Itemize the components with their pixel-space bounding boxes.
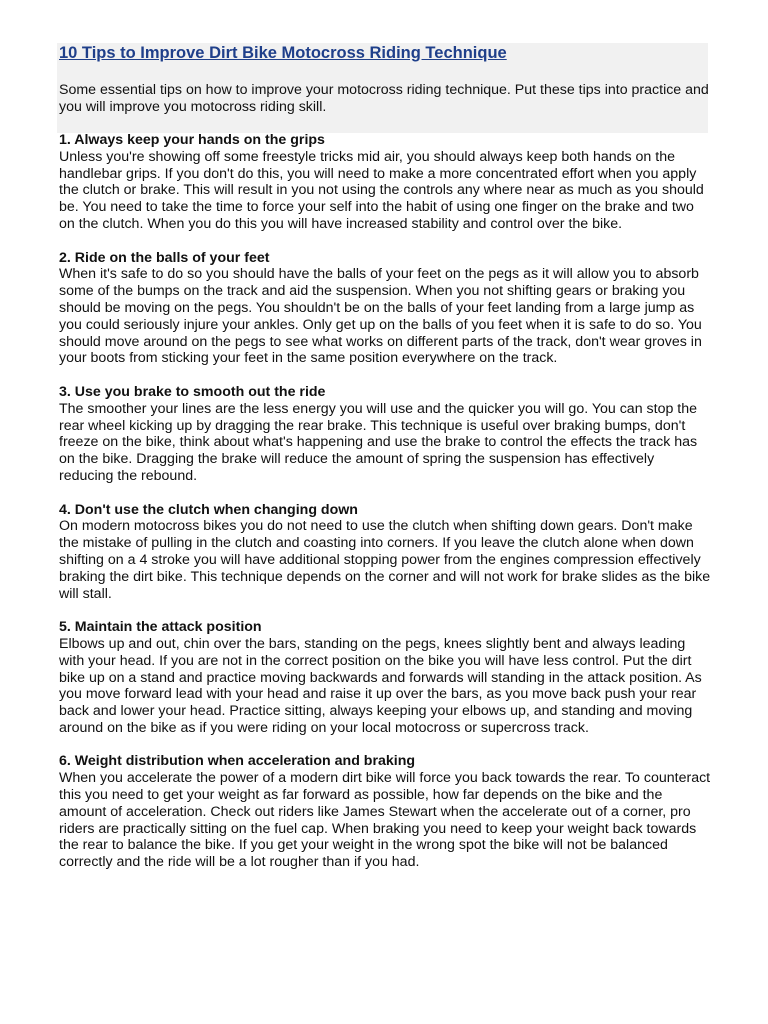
tips-list xyxy=(59,132,711,888)
tip-heading: 4. Don't use the clutch when changing down xyxy=(59,501,358,518)
document-title: 10 Tips to Improve Dirt Bike Motocross Riding Technique xyxy=(59,44,507,62)
tip-heading: 2. Ride on the balls of your feet xyxy=(59,249,270,266)
tip-5 xyxy=(59,619,711,737)
tip-2 xyxy=(59,250,711,368)
tip-6 xyxy=(59,753,711,871)
tip-body: When it's safe to do so you should have the balls of your feet on the pegs as it will allow you to absorb some of the bumps on the track and aid the suspension. When you not shifting gears or braking you should be moving on the pegs. You shouldn't be on the balls of your feet landing from a large jump as you could seriously injure your ankles. Only get up on the balls of you feet when it is safe to do so. You should move around on the pegs to see what works on different parts of the track, don't wear groves in your boots from sticking your feet in the same position everywhere on the track. xyxy=(59,266,702,367)
tip-heading: 1. Always keep your hands on the grips xyxy=(59,132,325,148)
tip-heading: 3. Use you brake to smooth out the ride xyxy=(59,383,326,400)
tip-3 xyxy=(59,384,711,485)
tip-body: The smoother your lines are the less energy you will use and the quicker you will go. You can stop the rear wheel kicking up by dragging the rear brake. This technique is useful over braking bumps, don't freeze on the bike, think about what's happening and use the brake to control the effects the track has on the bike. Dragging the brake will reduce the amount of spring the suspension has effectively reducing the rebound. xyxy=(59,400,698,484)
tip-4 xyxy=(59,502,711,603)
tip-body: When you accelerate the power of a modern dirt bike will force you back towards the rear. To counteract this you need to get your weight as far forward as possible, how far depends on the bike and the amount of acceleration. Check out riders like James Stewart when the accelerate out of a corner, pro riders are practically sitting on the fuel cap. When braking you need to keep your weight back towards the rear to balance the bike. If you get your weight in the wrong spot the bike will not be balanced correctly and the ride will be a lot rougher than if you had. xyxy=(59,770,711,871)
tip-body: Elbows up and out, chin over the bars, standing on the pegs, knees slightly bent and always leading with your head. If you are not in the correct position on the bike you will have less control. Put the dirt bike up on a stand and practice moving backwards and forwards will standing in the attack position. As you move forward lead with your head and raise it up over the bars, as you move back push your rear back and lower your head. Practice sitting, always keeping your elbows up, and standing and moving around on the bike as if you were riding on your local motocross or supercross track. xyxy=(59,635,702,736)
tip-1 xyxy=(59,132,711,233)
tip-heading: 6. Weight distribution when acceleration and braking xyxy=(59,753,416,770)
tip-body: On modern motocross bikes you do not need to use the clutch when shifting down gears. Don't make the mistake of pulling in the clutch and coasting into corners. If you leave the clutch alone when down shifting on a 4 stroke you will have additional stopping power from the engines compression effectively braking the dirt bike. This technique depends on the corner and will not work for brake slides as the bike will stall. xyxy=(59,518,711,602)
tip-body: Unless you're showing off some freestyle tricks mid air, you should always keep both hands on the handlebar grips. If you don't do this, you will need to make a more concentrated effort when you apply the clutch or brake. This will result in you not using the controls any where near as much as you should be. You need to take the time to force your self into the habit of using one finger on the brake and two on the clutch. When you do this you will have increased stability and control over the bike. xyxy=(59,148,704,232)
tip-heading: 5. Maintain the attack position xyxy=(59,619,262,636)
intro-paragraph: Some essential tips on how to improve your motocross riding technique. Put these tips into practice and you will improve you motocross riding skill. xyxy=(59,82,709,115)
